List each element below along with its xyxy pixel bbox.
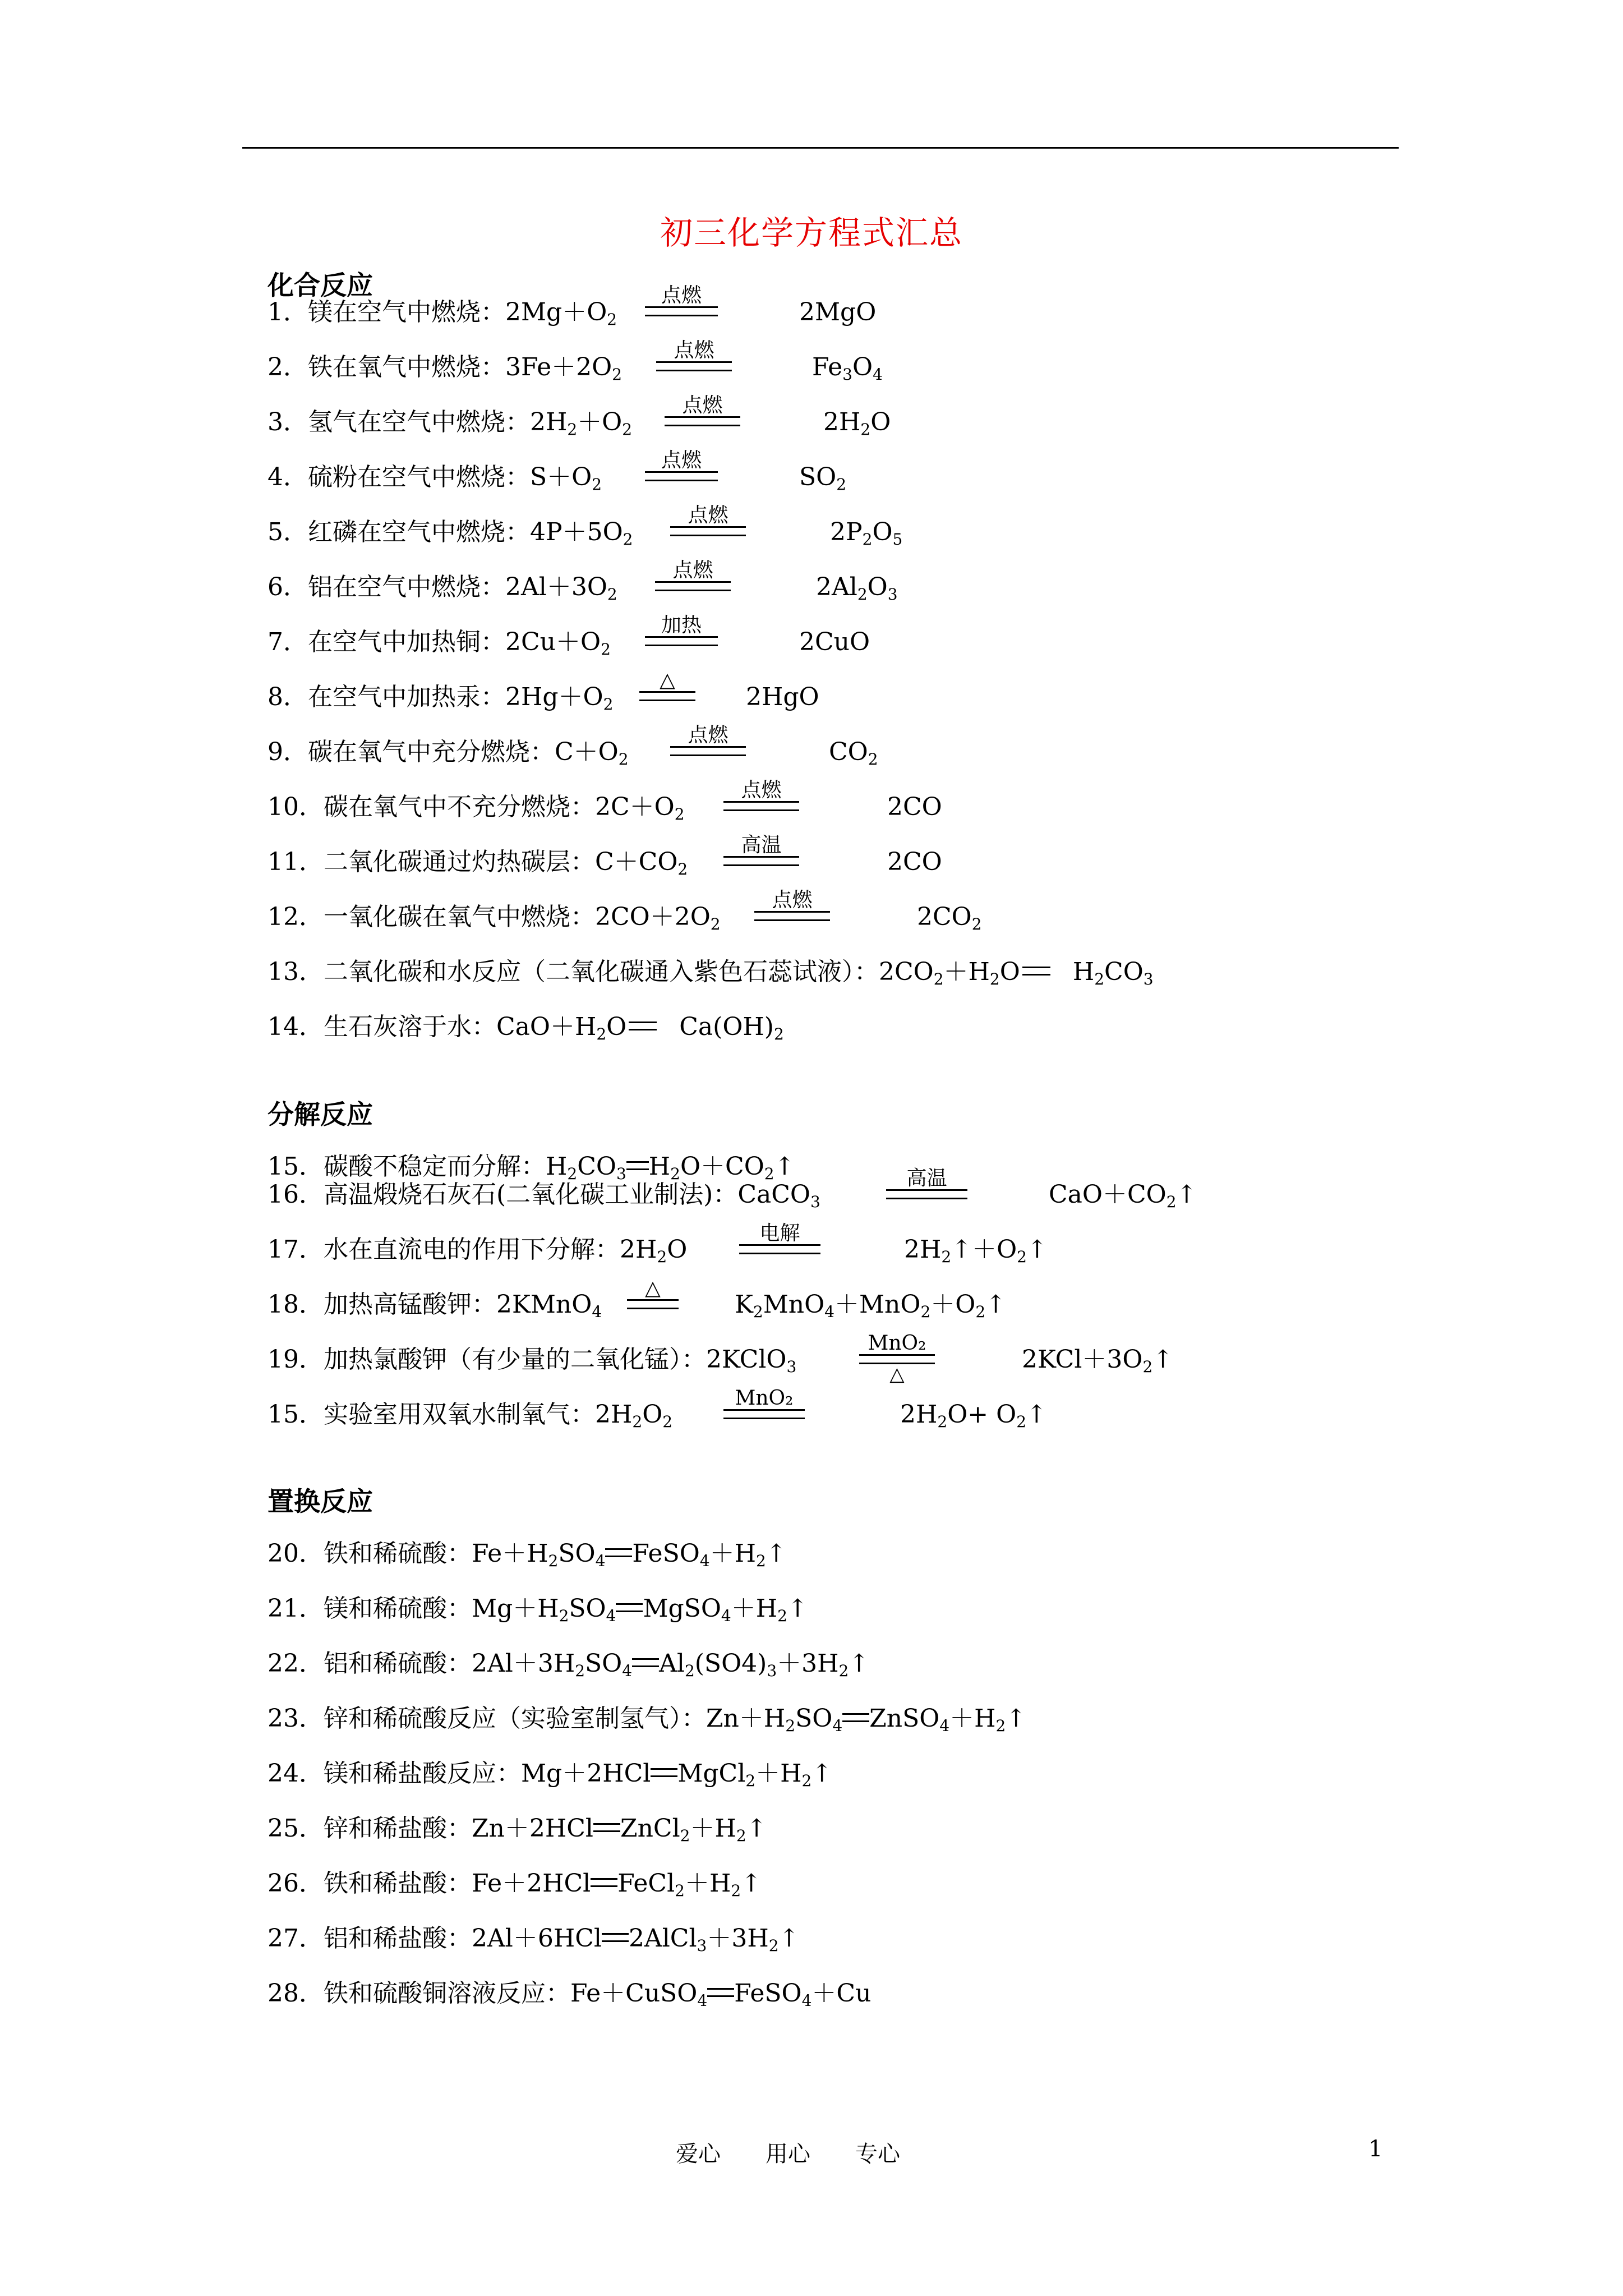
equation-18: 18．加热高锰酸钾：2KMnO$_4$ bbox=[268, 1290, 602, 1321]
product-7: 2CuO bbox=[799, 628, 870, 656]
product-3: $2H_2O$ bbox=[823, 408, 891, 439]
section-heading-combination: 化合反应 bbox=[268, 270, 373, 301]
product-10: 2CO bbox=[887, 793, 942, 821]
equation-17: 17．水在直流电的作用下分解：$2H_2O$ bbox=[268, 1235, 688, 1266]
equation-10: 10．碳在氧气中不充分燃烧：$2C+O_2$ bbox=[268, 793, 685, 823]
condition-2: 点燃 bbox=[656, 340, 732, 371]
equation-16: 16．高温煅烧石灰石(二氧化碳工业制法)：CaCO$_3$ bbox=[268, 1180, 820, 1211]
equation-2: 2．铁在氧气中燃烧：$3Fe+2O_2$ bbox=[268, 353, 623, 384]
product-11: 2CO bbox=[887, 848, 942, 876]
page-number: 1 bbox=[1368, 2136, 1383, 2162]
product-5: $2P_2O_5$ bbox=[830, 518, 903, 549]
equation-13: 13．二氧化碳和水反应（二氧化碳通入紫色石蕊试液）：$2CO_2+H_2O$ $H_2CO_3$ bbox=[268, 958, 1154, 988]
product-17: $2H_2↑+O_2↑$ bbox=[904, 1235, 1048, 1266]
condition-17: 电解 bbox=[739, 1223, 820, 1254]
equation-12: 12．一氧化碳在氧气中燃烧：$2CO+2O_2$ bbox=[268, 903, 721, 933]
page-title: 初三化学方程式汇总 bbox=[660, 214, 963, 252]
product-1: 2MgO bbox=[799, 298, 877, 326]
equation-27: 27．铝和稀盐酸：2Al＋6HCl $2AlCl_3+3H_2↑$ bbox=[268, 1924, 800, 1955]
condition-5: 点燃 bbox=[670, 505, 746, 536]
condition-3: 点燃 bbox=[665, 395, 740, 426]
product-12: $2CO_2$ bbox=[917, 903, 982, 933]
equation-21: 21．镁和稀硫酸：$Mg+H_2SO_4$ $MgSO_4+H_2↑$ bbox=[268, 1594, 808, 1625]
equation-15b: 15．实验室用双氧水制氧气：$2H_2O_2$ bbox=[268, 1400, 673, 1431]
equation-22: 22．铝和稀硫酸：$2Al+3H_2SO_4$ $Al_2(SO4)_3+3H_2↑$ bbox=[268, 1649, 870, 1680]
condition-6: 点燃 bbox=[655, 560, 731, 591]
product-4: $SO_2$ bbox=[799, 463, 847, 494]
equation-6: 6．铝在空气中燃烧：$2Al+3O_2$ bbox=[268, 573, 617, 604]
equation-5: 5．红磷在空气中燃烧：$4P+5O_2$ bbox=[268, 518, 633, 549]
equation-11: 11．二氧化碳通过灼热碳层：$C+CO_2$ bbox=[268, 848, 688, 878]
equation-26: 26．铁和稀盐酸：Fe＋2HCl $FeCl_2+H_2↑$ bbox=[268, 1869, 762, 1900]
section-heading-decomposition: 分解反应 bbox=[268, 1099, 373, 1130]
equation-9: 9．碳在氧气中充分燃烧：$C+O_2$ bbox=[268, 738, 629, 769]
product-18: $K_2MnO_4+MnO_2+O_2↑$ bbox=[735, 1290, 1007, 1321]
product-19: $2KCl+3O_2↑$ bbox=[1022, 1345, 1174, 1376]
condition-4: 点燃 bbox=[645, 450, 718, 481]
equation-24: 24．镁和稀盐酸反应：Mg＋2HCl $MgCl_2+H_2↑$ bbox=[268, 1759, 833, 1790]
condition-15b: MnO₂ bbox=[723, 1388, 805, 1419]
condition-19: MnO₂ △ bbox=[859, 1333, 935, 1384]
header-rule bbox=[242, 147, 1399, 149]
equation-7: 7．在空气中加热铜：$2Cu+O_2$ bbox=[268, 628, 611, 659]
equation-15: 15．碳酸不稳定而分解：$H_2CO_3$ $H_2O+CO_2↑$ bbox=[268, 1152, 795, 1183]
equation-8: 8．在空气中加热汞：$2Hg+O_2$ bbox=[268, 683, 614, 714]
product-9: $CO_2$ bbox=[829, 738, 878, 769]
condition-12: 点燃 bbox=[754, 890, 830, 921]
equation-19: 19．加热氯酸钾（有少量的二氧化锰）：2KClO$_3$ bbox=[268, 1345, 797, 1376]
product-6: $2Al_2O_3$ bbox=[816, 573, 898, 604]
footer-slogan: 爱心 用心 专心 bbox=[676, 2141, 900, 2167]
condition-9: 点燃 bbox=[670, 725, 746, 756]
equation-25: 25．锌和稀盐酸：Zn＋2HCl $ZnCl_2+H_2↑$ bbox=[268, 1814, 767, 1845]
equation-14: 14．生石灰溶于水：$CaO+H_2O$ $Ca(OH)_2$ bbox=[268, 1013, 784, 1043]
equation-1: 1．镁在空气中燃烧：$2Mg+O_2$ bbox=[268, 298, 617, 329]
product-8: 2HgO bbox=[746, 683, 819, 711]
equation-4: 4．硫粉在空气中燃烧：$S+O_2$ bbox=[268, 463, 602, 494]
equation-20: 20．铁和稀硫酸：$Fe+H_2SO_4$ $FeSO_4+H_2↑$ bbox=[268, 1539, 787, 1570]
product-2: $Fe_3O_4$ bbox=[812, 353, 883, 384]
condition-7: 加热 bbox=[645, 615, 718, 646]
condition-16: 高温 bbox=[886, 1168, 967, 1199]
section-heading-displacement: 置换反应 bbox=[268, 1487, 373, 1517]
equation-3: 3．氢气在空气中燃烧：$2H_2+O_2$ bbox=[268, 408, 633, 439]
product-15b: $2H_2O+$ $O_2↑$ bbox=[900, 1400, 1047, 1431]
condition-18: △ bbox=[627, 1278, 679, 1309]
product-16: $CaO+CO_2↑$ bbox=[1049, 1180, 1197, 1211]
equation-23: 23．锌和稀硫酸反应（实验室制氢气）：$Zn+H_2SO_4$ $ZnSO_4+H_2↑$ bbox=[268, 1704, 1027, 1735]
condition-11: 高温 bbox=[723, 835, 799, 866]
condition-8: △ bbox=[639, 670, 695, 701]
condition-10: 点燃 bbox=[723, 780, 799, 811]
equation-28: 28．铁和硫酸铜溶液反应：Fe＋CuSO$_4$ FeSO$_4$＋Cu bbox=[268, 1979, 872, 2010]
condition-1: 点燃 bbox=[645, 285, 718, 316]
